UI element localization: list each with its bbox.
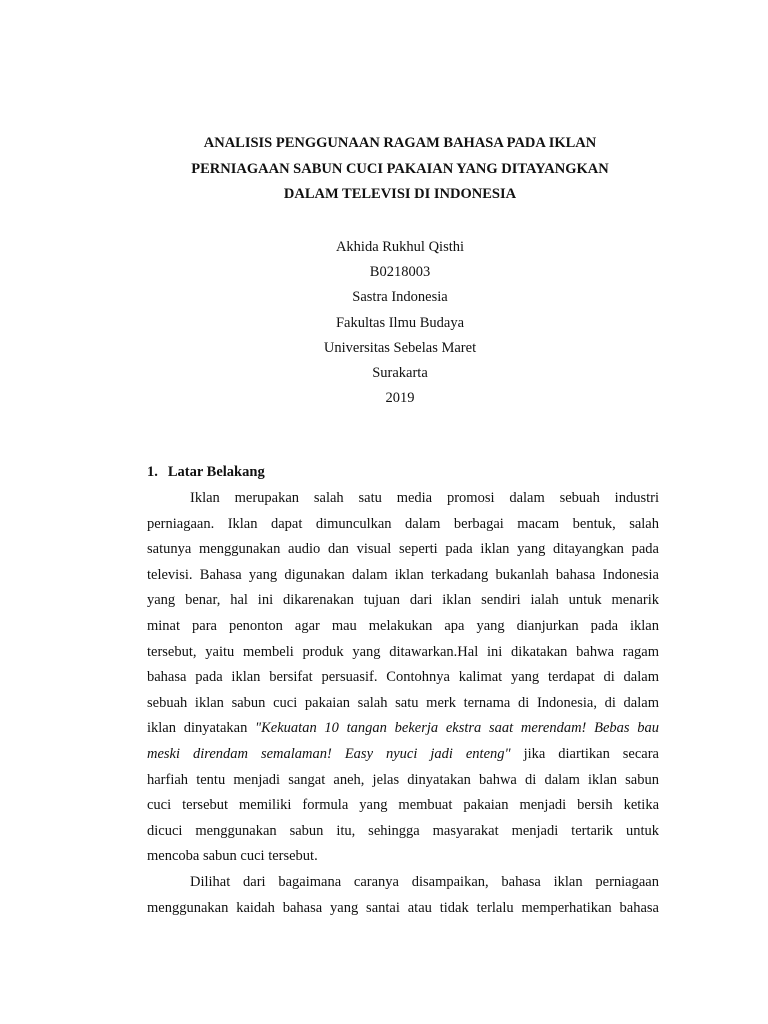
paragraph-line: menggunakan kaidah bahasa yang santai atau tidak terlalu memperhatikan bahasa xyxy=(147,899,659,916)
title-line: DALAM TELEVISI DI INDONESIA xyxy=(283,186,517,202)
author-name: Akhida Rukhul Qisthi xyxy=(335,239,465,255)
paragraph-text: iklan dinyatakan xyxy=(147,720,256,737)
paragraph-line: minat para penonton agar mau melakukan apa yang dianjurkan pada iklan xyxy=(147,617,659,634)
paragraph-line: Dilihat dari bagaimana caranya disampaikan, bahasa iklan perniagaan xyxy=(190,873,659,890)
paragraph-line: tersebut, yaitu membeli produk yang ditawarkan.Hal ini dikatakan bahwa ragam xyxy=(147,643,659,660)
body-text xyxy=(147,486,659,921)
student-id: B0218003 xyxy=(369,264,431,281)
ad-quote: meski direndam semalaman! Easy nyuci jadi enteng" xyxy=(147,745,511,762)
paragraph-line: bahasa pada iklan bersifat persuasif. Contohnya kalimat yang terdapat di dalam xyxy=(147,669,659,686)
paragraph-line: televisi. Bahasa yang digunakan dalam iklan terkadang bukanlah bahasa Indonesia xyxy=(147,566,659,583)
paragraph-line: satunya menggunakan audio dan visual seperti pada iklan yang ditayangkan pada xyxy=(147,541,659,558)
paragraph-line: harfiah tentu menjadi sangat aneh, jelas dinyatakan bahwa di dalam iklan sabun xyxy=(147,771,659,788)
paper-title xyxy=(140,131,660,208)
paragraph-line xyxy=(147,716,659,742)
paragraph-line: cuci tersebut memiliki formula yang membuat pakaian menjadi bersih ketika xyxy=(147,797,659,814)
section-title: Latar Belakang xyxy=(167,464,265,480)
city: Surakarta xyxy=(372,365,428,382)
paragraph-line: yang benar, hal ini dikarenakan tujuan dari iklan sendiri ialah untuk menarik xyxy=(147,592,659,609)
author-block xyxy=(140,235,660,411)
paragraph-text: jika diartikan secara xyxy=(510,745,659,762)
paragraph-line: mencoba sabun cuci tersebut. xyxy=(147,848,318,865)
section-number: 1. xyxy=(147,464,158,480)
paragraph-line: Iklan merupakan salah satu media promosi dalam sebuah industri xyxy=(190,490,659,506)
ad-quote: "Kekuatan 10 tangan bekerja ekstra saat merendam! Bebas bau xyxy=(255,720,659,737)
section-heading xyxy=(147,462,265,482)
year: 2019 xyxy=(385,390,415,407)
study-program: Sastra Indonesia xyxy=(352,289,448,306)
paragraph-line xyxy=(147,742,659,768)
paragraph-line: perniagaan. Iklan dapat dimunculkan dalam berbagai macam bentuk, salah xyxy=(147,515,659,532)
title-line: ANALISIS PENGGUNAAN RAGAM BAHASA PADA IKLAN xyxy=(203,135,597,151)
paragraph-line: sebuah iklan sabun cuci pakaian salah satu merk ternama di Indonesia, di dalam xyxy=(147,694,659,711)
faculty: Fakultas Ilmu Budaya xyxy=(335,314,465,331)
paragraph-line: dicuci menggunakan sabun itu, sehingga masyarakat menjadi tertarik untuk xyxy=(147,822,659,839)
university: Universitas Sebelas Maret xyxy=(323,339,477,356)
title-line: PERNIAGAAN SABUN CUCI PAKAIAN YANG DITAYANGKAN xyxy=(191,160,609,177)
